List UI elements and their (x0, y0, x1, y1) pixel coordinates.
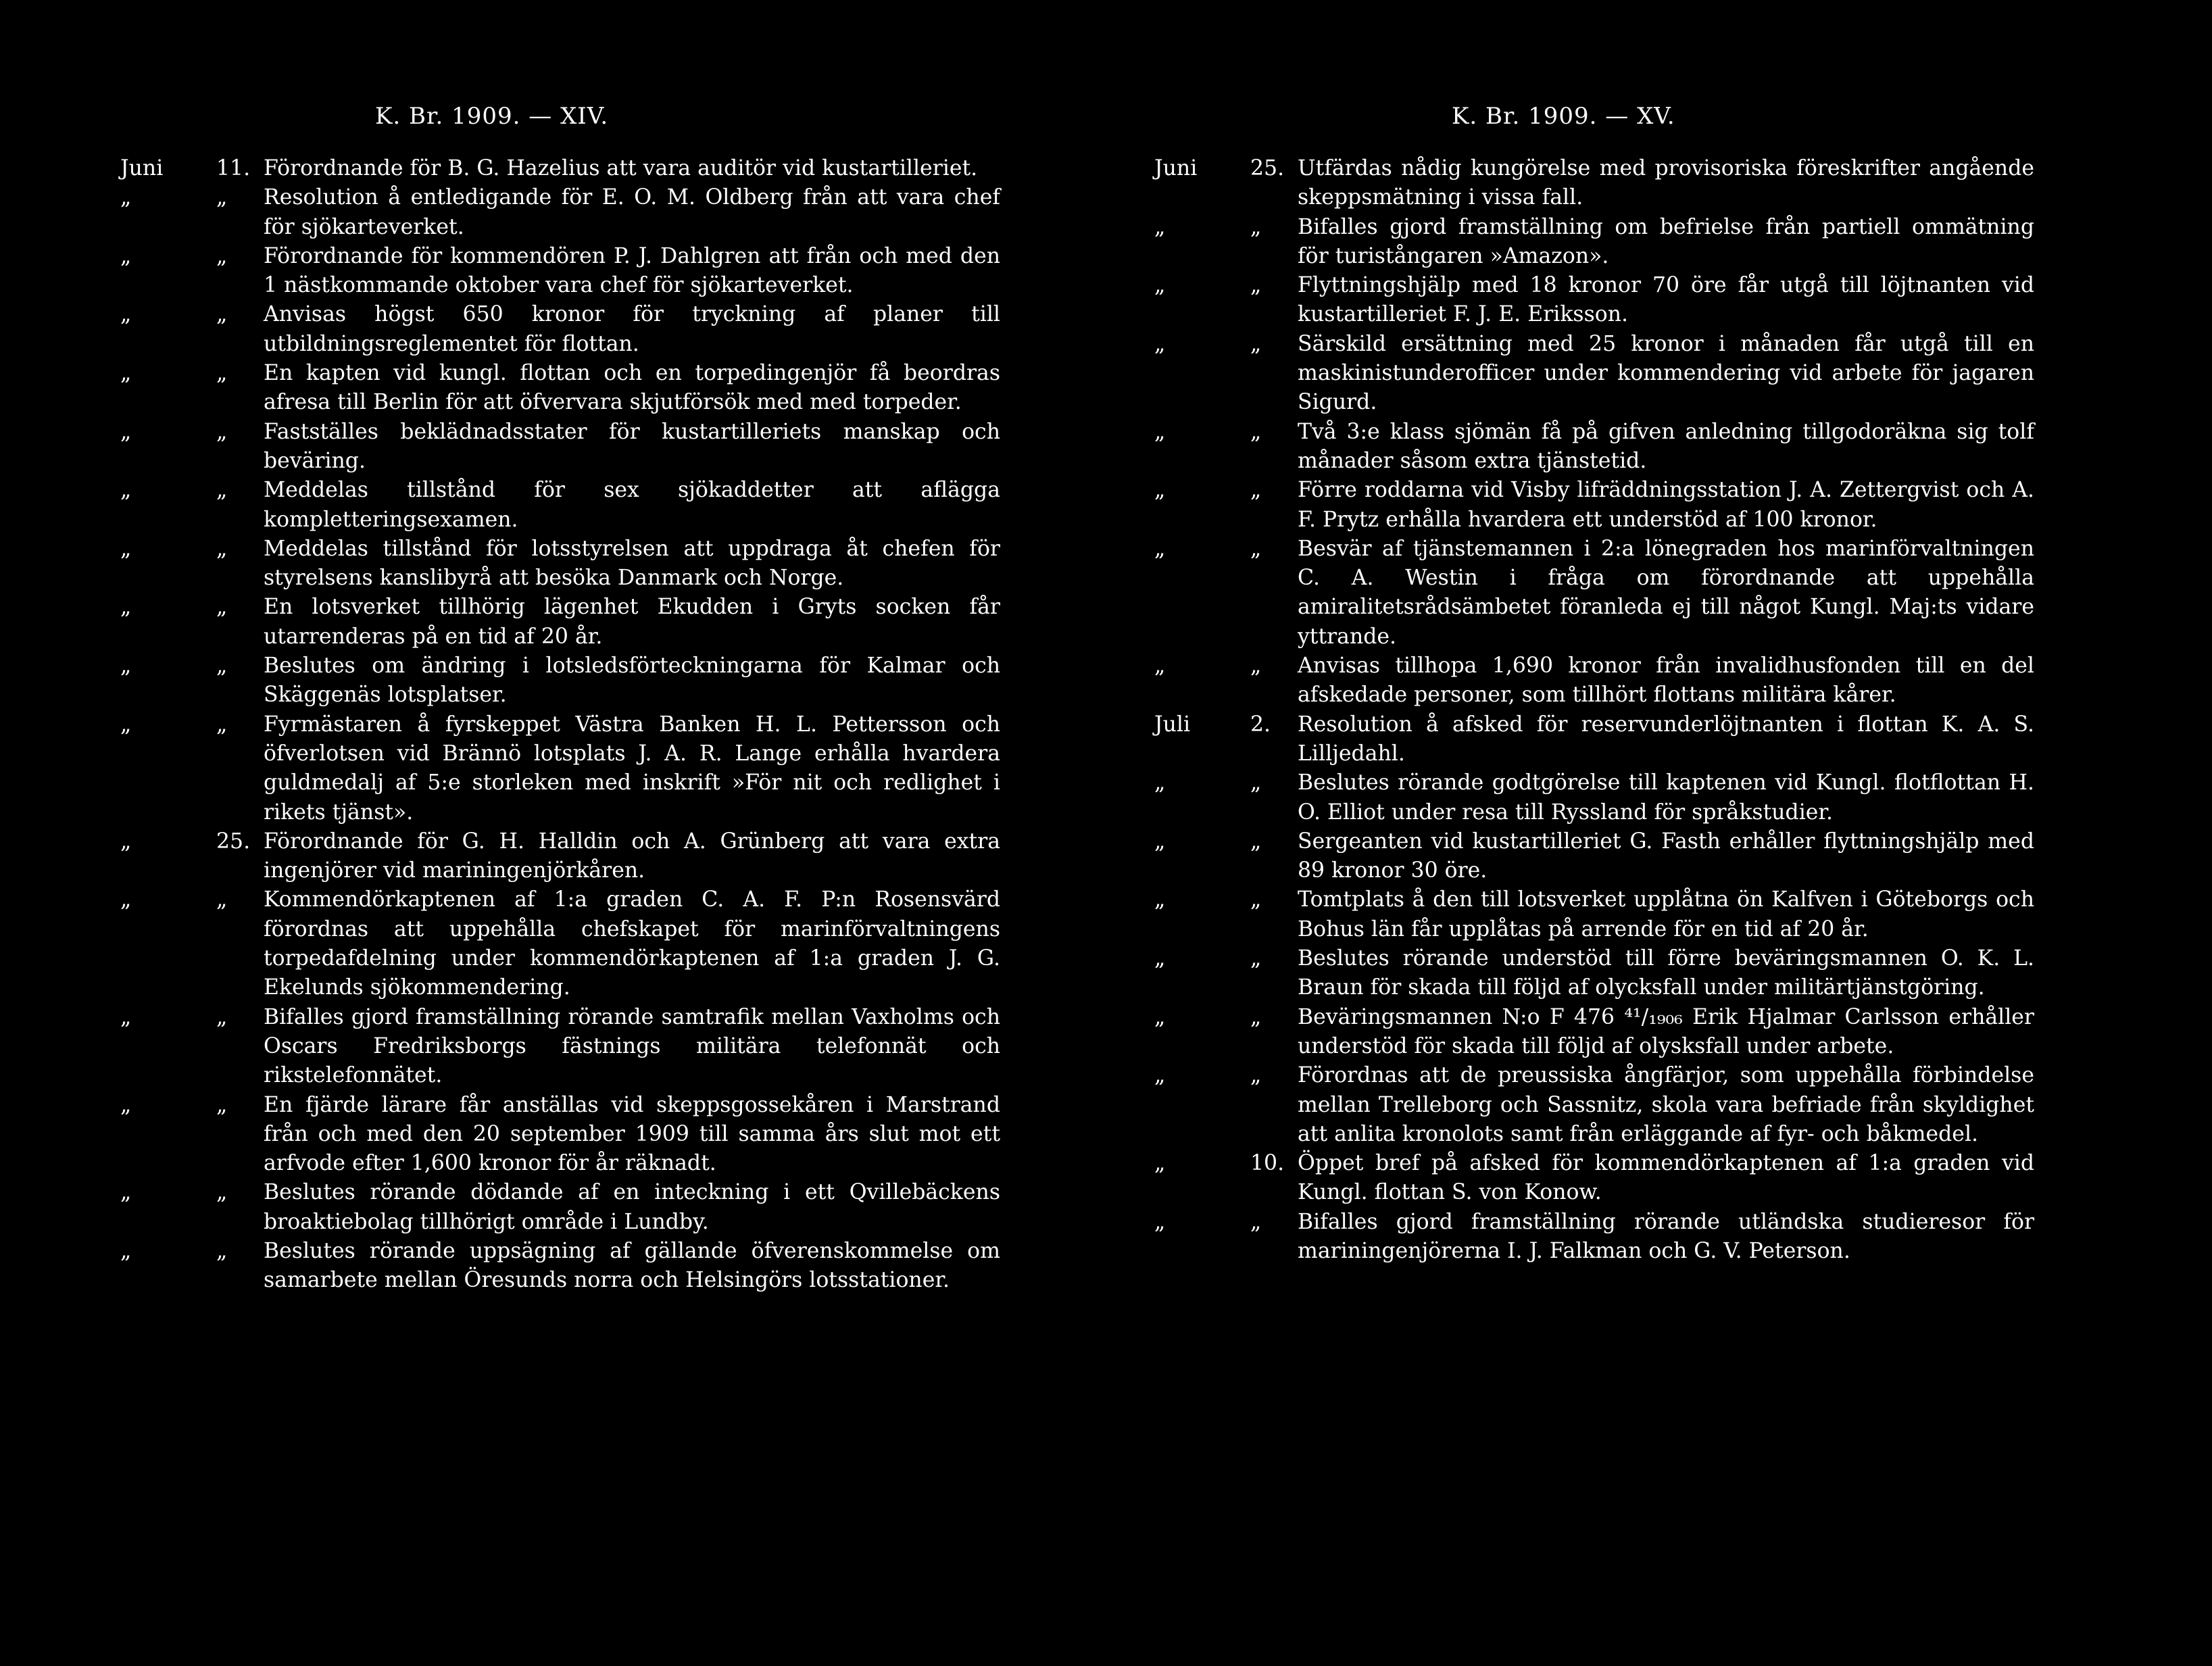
entry-month: „ (1154, 829, 1166, 854)
entry-month: Juni (120, 156, 164, 180)
entry-row (115, 885, 1000, 1002)
entry-text: Förre roddarna vid Visby lifräddningsstation J. A. Zettergvist och A. F. Prytz erhålla hvardera ett understöd af 100 kronor. (1298, 478, 2034, 532)
entry-day: „ (1250, 946, 1262, 971)
entry-month: „ (1154, 1151, 1166, 1176)
entry-text: Utfärdas nådig kungörelse med provisoriska föreskrifter angående skeppsmätning i vissa fall. (1298, 156, 2034, 210)
entry-month: „ (120, 712, 132, 737)
entry-text: Flyttningshjälp med 18 kronor 70 öre får utgå till löjtnanten vid kustartilleriet F. J. E. Eriksson. (1298, 273, 2034, 327)
entry-text: Bifalles gjord framställning rörande utländska studieresor för mariningenjörerna I. J. Falkman och G. V. Peterson. (1298, 1209, 2034, 1263)
entry-month: „ (120, 1180, 132, 1205)
entry-row (115, 359, 1000, 418)
entry-text: En fjärde lärare får anställas vid skeppsgossekåren i Marstrand från och med den 20 september 1909 till samma års slut mot ett arfvode efter 1,600 kronor för år räknadt. (264, 1092, 1000, 1176)
entry-day: „ (216, 536, 228, 561)
entry-text: Särskild ersättning med 25 kronor i månaden får utgå till en maskinistunderofficer under kommendering vid arbete för jagaren Sigurd. (1298, 331, 2034, 415)
entry-day: „ (216, 654, 228, 679)
entry-month: „ (1154, 946, 1166, 971)
entry-day: „ (216, 595, 228, 620)
entry-row (1149, 827, 2034, 886)
entry-row (115, 710, 1000, 827)
entry-text: Förordnande för kommendören P. J. Dahlgren att från och med den 1 nästkommande oktober vara chef för sjökarteverket. (264, 243, 1000, 298)
entry-day: „ (1250, 214, 1262, 239)
entry-row (115, 827, 1000, 886)
entry-row (1149, 652, 2034, 710)
entry-text: Anvisas tillhopa 1,690 kronor från invalidhusfonden till en del afskedade personer, som tillhört flottans militära kårer. (1298, 654, 2034, 708)
entry-day: „ (1250, 478, 1262, 503)
right-entries-list (1149, 154, 2034, 1266)
entry-text: Beväringsmannen N:o F 476 ⁴¹/₁₉₀₆ Erik Hjalmar Carlsson erhåller understöd för skada till följd af olysksfall under arbete. (1298, 1004, 2034, 1058)
left-entries-list (115, 154, 1000, 1296)
entry-row (1149, 1003, 2034, 1062)
entry-text: En kapten vid kungl. flottan och en torpedingenjör få beordras afresa till Berlin för att öfvervara skjutförsök med med torpeder. (264, 361, 1000, 415)
entry-text: Resolution å entledigande för E. O. M. Oldberg från att vara chef för sjökarteverket. (264, 185, 1000, 239)
entry-day: 2. (1250, 712, 1271, 737)
entry-row (115, 183, 1000, 242)
entry-row (115, 300, 1000, 359)
entry-month: „ (120, 302, 132, 327)
entry-day: „ (216, 185, 228, 210)
entry-day: „ (1250, 1209, 1262, 1234)
entry-row (1149, 768, 2034, 827)
entry-month: „ (120, 595, 132, 620)
entry-month: „ (120, 1004, 132, 1029)
entry-text: Förordnas att de preussiska ångfärjor, som uppehålla förbindelse mellan Trelleborg och Sassnitz, skola vara befriade från skyldighet att anlita kronolots samt från erläggande af fyr- och båkmedel. (1298, 1063, 2034, 1146)
entry-month: „ (1154, 1063, 1166, 1088)
entry-day: „ (1250, 419, 1262, 444)
entry-month: „ (1154, 331, 1166, 356)
entry-month: „ (1154, 887, 1166, 912)
entry-month: „ (120, 478, 132, 503)
entry-month: „ (120, 1092, 132, 1117)
entry-month: „ (120, 536, 132, 561)
entry-day: „ (216, 243, 228, 268)
entry-text: Två 3:e klass sjömän få på gifven anledning tillgodoräkna sig tolf månader såsom extra tjänstetid. (1298, 419, 2034, 473)
entry-text: Fyrmästaren å fyrskeppet Västra Banken H. L. Pettersson och öfverlotsen vid Brännö lotsplats J. A. R. Lange erhålla hvardera guldmedalj af 5:e storleken med inskrift »För nit och redlighet i rikets tjänst». (264, 712, 1000, 825)
entry-row (1149, 418, 2034, 476)
entry-day: 10. (1250, 1151, 1285, 1176)
entry-day: „ (216, 887, 228, 912)
entry-row (115, 1091, 1000, 1179)
entry-day: „ (216, 1004, 228, 1029)
entry-row (1149, 1149, 2034, 1208)
entry-day: „ (216, 419, 228, 444)
entry-day: „ (1250, 1004, 1262, 1029)
entry-text: Sergeanten vid kustartilleriet G. Fasth erhåller flyttningshjälp med 89 kronor 30 öre. (1298, 829, 2034, 883)
entry-text: Anvisas högst 650 kronor för tryckning af planer till utbildningsreglementet för flottan. (264, 302, 1000, 356)
entry-row (1149, 154, 2034, 213)
entry-month: „ (120, 243, 132, 268)
entry-text: En lotsverket tillhörig lägenhet Ekudden i Gryts socken får utarrenderas på en tid af 20 år. (264, 595, 1000, 649)
entry-text: Förordnande för G. H. Halldin och A. Grünberg att vara extra ingenjörer vid mariningenjörkåren. (264, 829, 1000, 883)
entry-text: Meddelas tillstånd för lotsstyrelsen att uppdraga åt chefen för styrelsens kanslibyrå att besöka Danmark och Norge. (264, 536, 1000, 591)
entry-row (115, 1237, 1000, 1296)
entry-text: Beslutes rörande uppsägning af gällande öfverenskommelse om samarbete mellan Öresunds norra och Helsingörs lotsstationer. (264, 1238, 1000, 1293)
entry-day: „ (1250, 829, 1262, 854)
entry-row (1149, 1208, 2034, 1267)
entry-month: „ (120, 1238, 132, 1263)
entry-day: „ (216, 1238, 228, 1263)
entry-month: „ (120, 654, 132, 679)
entry-day: „ (216, 1180, 228, 1205)
entry-row (115, 652, 1000, 710)
entry-text: Förordnande för B. G. Hazelius att vara auditör vid kustartilleriet. (264, 156, 978, 180)
entry-day: „ (1250, 770, 1262, 795)
entry-month: „ (1154, 419, 1166, 444)
entry-day: „ (1250, 887, 1262, 912)
entry-day: „ (1250, 273, 1262, 298)
entry-row (1149, 710, 2034, 769)
entry-month: „ (1154, 654, 1166, 679)
entry-row (1149, 1061, 2034, 1149)
entry-text: Meddelas tillstånd för sex sjökaddetter att aflägga kompletteringsexamen. (264, 478, 1000, 532)
entry-month: „ (1154, 273, 1166, 298)
entry-month: „ (120, 419, 132, 444)
left-page (115, 0, 1000, 1666)
entry-row (115, 1003, 1000, 1091)
entry-day: „ (1250, 1063, 1262, 1088)
entry-month: „ (120, 887, 132, 912)
entry-day: 11. (216, 156, 251, 180)
entry-month: „ (1154, 1004, 1166, 1029)
entry-day: „ (216, 1092, 228, 1117)
entry-day: „ (216, 361, 228, 386)
entry-month: Juli (1154, 712, 1191, 737)
entry-month: „ (120, 185, 132, 210)
entry-month: „ (120, 361, 132, 386)
entry-month: „ (120, 829, 132, 854)
entry-text: Beslutes rörande understöd till förre beväringsmannen O. K. L. Braun för skada till följd af olycksfall under militärtjänstgöring. (1298, 946, 2034, 1000)
entry-text: Bifalles gjord framställning om befrielse från partiell ommätning för turistångaren »Amazon». (1298, 214, 2034, 268)
entry-day: „ (1250, 331, 1262, 356)
entry-day: „ (216, 712, 228, 737)
entry-month: „ (1154, 214, 1166, 239)
entry-row (115, 242, 1000, 301)
entry-day: „ (1250, 654, 1262, 679)
right-page (1149, 0, 2034, 1666)
entry-text: Bifalles gjord framställning rörande samtrafik mellan Vaxholms och Oscars Fredriksborgs fästnings militära telefonnät och rikstelefonnätet. (264, 1004, 1000, 1088)
entry-text: Beslutes rörande dödande af en inteckning i ett Qvillebäckens broaktiebolag tillhörigt område i Lundby. (264, 1180, 1000, 1234)
entry-row (115, 476, 1000, 535)
entry-text: Beslutes om ändring i lotsledsförteckningarna för Kalmar och Skäggenäs lotsplatser. (264, 654, 1000, 708)
entry-text: Beslutes rörande godtgörelse till kaptenen vid Kungl. flotflottan H. O. Elliot under resa till Ryssland för språkstudier. (1298, 770, 2034, 825)
entry-row (1149, 330, 2034, 418)
entry-day: 25. (216, 829, 251, 854)
entry-month: „ (1154, 1209, 1166, 1234)
left-running-head: K. Br. 1909. — XIV. (375, 103, 609, 130)
entry-row (1149, 535, 2034, 652)
entry-text: Tomtplats å den till lotsverket upplåtna ön Kalfven i Göteborgs och Bohus län får upplåtas på arrende för en tid af 20 år. (1298, 887, 2034, 941)
entry-day: 25. (1250, 156, 1285, 180)
entry-text: Fastställes beklädnadsstater för kustartilleriets manskap och beväring. (264, 419, 1000, 473)
entry-row (115, 418, 1000, 476)
entry-text: Resolution å afsked för reservunderlöjtnanten i flottan K. A. S. Lilljedahl. (1298, 712, 2034, 766)
entry-month: „ (1154, 536, 1166, 561)
entry-day: „ (216, 478, 228, 503)
entry-day: „ (216, 302, 228, 327)
entry-text: Besvär af tjänstemannen i 2:a lönegraden hos marinförvaltningen C. A. Westin i fråga om förordnande att uppehålla amiralitetsrådsämbetet föranleda ej till något Kungl. Maj:ts vidare yttrande. (1298, 536, 2034, 649)
entry-row (1149, 944, 2034, 1003)
entry-month: „ (1154, 478, 1166, 503)
entry-text: Kommendörkaptenen af 1:a graden C. A. F. P:n Rosensvärd förordnas att uppehålla chefskapet för marinförvaltningens torpedafdelning under kommendörkaptenen af 1:a graden J. G. Ekelunds sjökommendering. (264, 887, 1000, 1000)
entry-row (1149, 271, 2034, 330)
entry-row (115, 1178, 1000, 1237)
entry-row (115, 535, 1000, 593)
entry-row (115, 154, 1000, 183)
entry-text: Öppet bref på afsked för kommendörkaptenen af 1:a graden vid Kungl. flottan S. von Konow. (1298, 1151, 2034, 1205)
entry-day: „ (1250, 536, 1262, 561)
right-running-head: K. Br. 1909. — XV. (1452, 103, 1675, 130)
entry-row (1149, 476, 2034, 535)
entry-row (1149, 885, 2034, 944)
entry-month: Juni (1154, 156, 1198, 180)
entry-row (115, 593, 1000, 652)
entry-row (1149, 213, 2034, 272)
entry-month: „ (1154, 770, 1166, 795)
